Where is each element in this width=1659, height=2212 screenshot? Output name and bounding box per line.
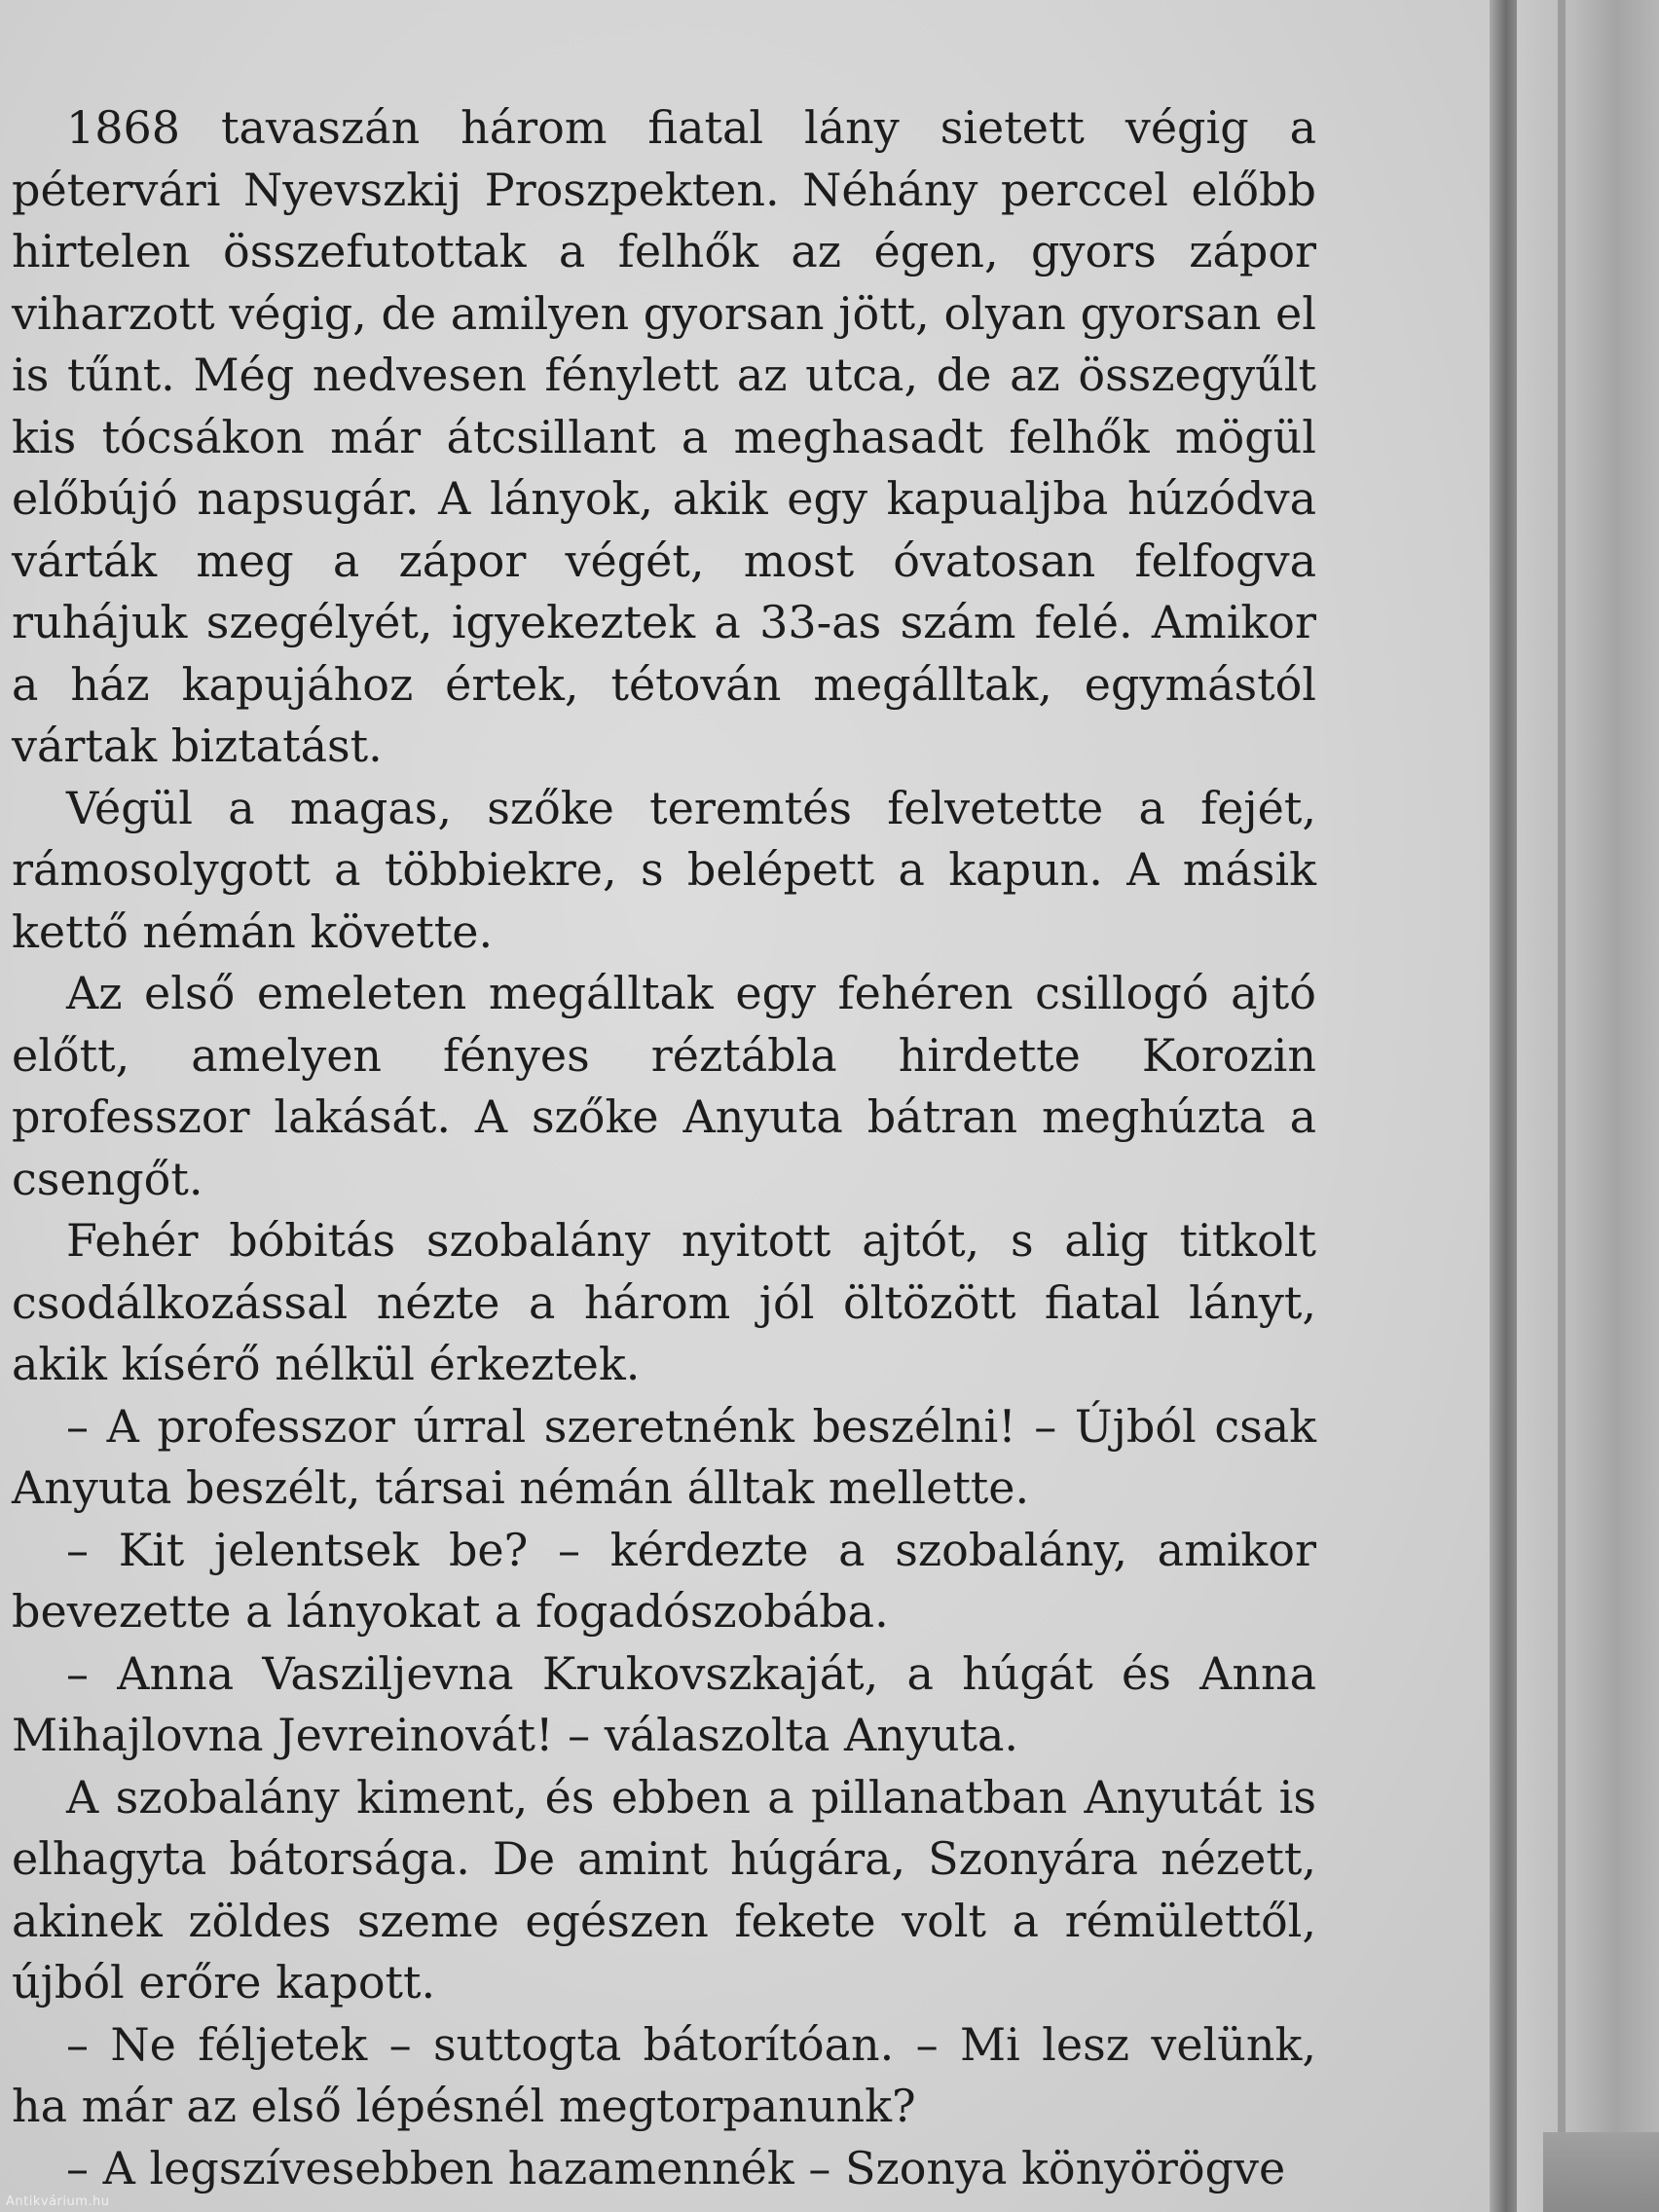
- dialogue-line-3: – Anna Vasziljevna Krukovszkaját, a húgát és Anna Mihajlovna Jevreinovát! – válaszolta Anyuta.: [12, 1646, 1316, 1761]
- page-gutter-shadow: [1490, 0, 1517, 2212]
- page-text: [12, 97, 1316, 2199]
- dialogue-line-2: – Kit jelentsek be? – kérdezte a szobalány, amikor bevezette a lányokat a fogadószobába.: [12, 1523, 1316, 1638]
- cover-edge-line: [1558, 0, 1566, 2212]
- paragraph-2: Végül a magas, szőke teremtés felvetette a fejét, rámosolygott a többiekre, s belépett a kapun. A másik kettő némán követte.: [12, 781, 1316, 958]
- paragraph-4: Fehér bóbitás szobalány nyitott ajtót, s alig titkolt csodálkozással nézte a három jól öltözött fiatal lányt, akik kísérő nélkül érkeztek.: [12, 1214, 1316, 1390]
- paragraph-3: Az első emeleten megálltak egy fehéren csillogó ajtó előtt, amelyen fényes réztábla hirdette Korozin professzor lakását. A szőke Anyuta bátran meghúzta a csengőt.: [12, 967, 1316, 1205]
- paragraph-5: A szobalány kiment, és ebben a pillanatban Anyutát is elhagyta bátorsága. De amint húgára, Szonyára nézett, akinek zöldes szeme egészen fekete volt a rémülettől, újból erőre kapott.: [12, 1770, 1316, 2009]
- dialogue-line-5: – A legszívesebben hazamennék – Szonya könyörögve: [66, 2141, 1286, 2194]
- paragraph-1: 1868 tavaszán három fiatal lány sietett végig a pétervári Nyevszkij Proszpekten. Néhány perccel előbb hirtelen összefutottak a felhők az égen, gyors zápor viharzott végig, de amilyen gyorsan jött, olyan gyorsan el is tűnt. Még nedvesen fénylett az utca, de az összegyűlt kis tócsákon már átcsillant a meghasadt felhők mögül előbújó napsugár. A lányok, akik egy kapualjba húzódva várták meg a zápor végét, most óvatosan felfogva ruhájuk szegélyét, igyekeztek a 33-as szám felé. Amikor a ház kapujához értek, tétován megálltak, egymástól vártak biztatást.: [12, 101, 1316, 772]
- watermark-text: Antikvárium.hu: [6, 2194, 110, 2209]
- book-cover-edge: [1517, 0, 1659, 2212]
- dialogue-line-4: – Ne féljetek – suttogta bátorítóan. – Mi lesz velünk, ha már az első lépésnél megtorpanunk?: [12, 2017, 1316, 2132]
- dialogue-line-1: – A professzor úrral szeretnénk beszélni! – Újból csak Anyuta beszélt, társai némán álltak mellette.: [12, 1399, 1316, 1514]
- cover-corner: [1543, 2132, 1659, 2212]
